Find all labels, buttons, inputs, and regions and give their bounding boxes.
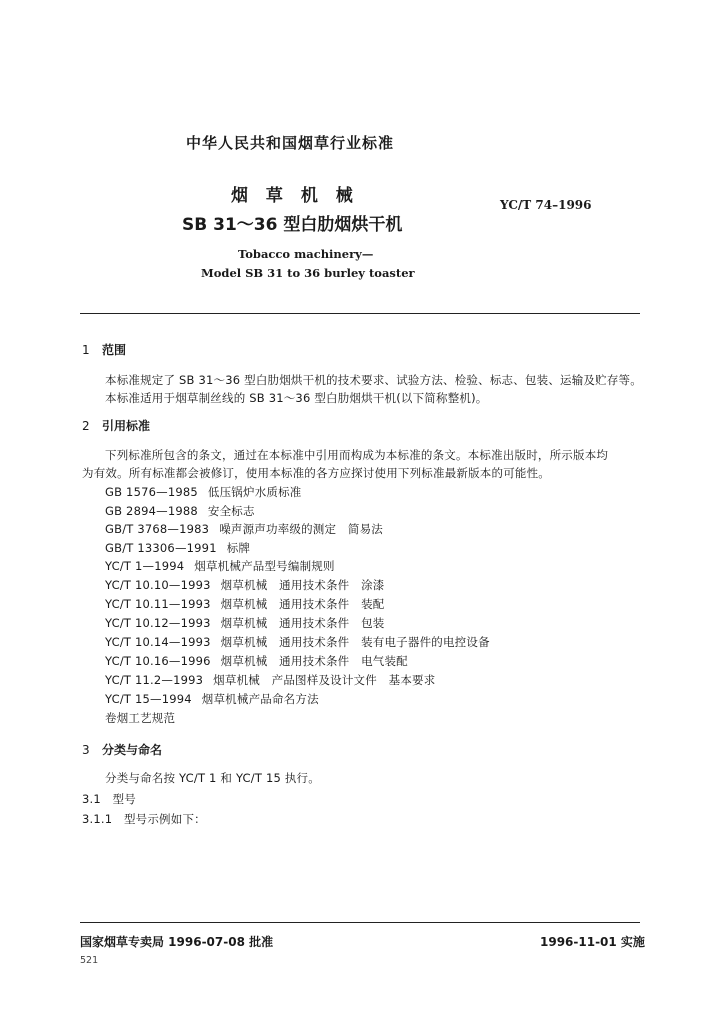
reference-code: YC/T 10.10—1993 — [105, 578, 211, 592]
subsection-3-1: 3.1 型号 — [82, 792, 136, 806]
reference-code: GB 1576—1985 — [105, 485, 198, 499]
section-title: 分类与命名 — [102, 743, 163, 757]
approval-line: 国家烟草专卖局 1996-07-08 批准 — [80, 935, 274, 949]
page-number: 521 — [80, 955, 99, 966]
reference-item — [105, 521, 383, 537]
section-title: 引用标准 — [102, 419, 151, 433]
reference-item — [105, 691, 319, 707]
section-3-heading — [82, 741, 162, 758]
reference-name: 烟草机械产品型号编制规则 — [194, 559, 335, 573]
section-1-paragraph-2: 本标准适用于烟草制丝线的 SB 31～36 型白肋烟烘干机(以下简称整机)。 — [105, 391, 488, 405]
reference-item — [105, 710, 175, 726]
reference-item — [105, 634, 490, 650]
english-title-line-1: Tobacco machinery— — [238, 247, 374, 261]
section-2-heading — [82, 417, 150, 434]
reference-name: 烟草机械 产品图样及设计文件 基本要求 — [213, 673, 436, 687]
section-3-paragraph: 分类与命名按 YC/T 1 和 YC/T 15 执行。 — [105, 771, 320, 785]
reference-code: YC/T 1—1994 — [105, 559, 185, 573]
reference-name: 安全标志 — [207, 504, 255, 518]
reference-item — [105, 653, 408, 669]
reference-name: 烟草机械 通用技术条件 包装 — [220, 616, 385, 630]
reference-code: YC/T 10.14—1993 — [105, 635, 211, 649]
reference-name: 烟草机械产品命名方法 — [201, 692, 319, 706]
reference-name: 噪声源声功率级的测定 简易法 — [219, 522, 384, 536]
reference-name: 烟草机械 通用技术条件 装有电子器件的电控设备 — [220, 635, 490, 649]
standard-code: YC/T 74–1996 — [500, 198, 592, 212]
reference-name: 标牌 — [226, 541, 251, 555]
title-line-2: SB 31～36 型白肋烟烘干机 — [182, 215, 403, 235]
reference-item — [105, 596, 384, 612]
reference-name: 烟草机械 通用技术条件 涂漆 — [220, 578, 385, 592]
english-title-line-2: Model SB 31 to 36 burley toaster — [201, 266, 415, 280]
reference-item — [105, 558, 335, 574]
reference-code: GB/T 3768—1983 — [105, 522, 210, 536]
reference-code: GB 2894—1988 — [105, 504, 198, 518]
reference-name: 卷烟工艺规范 — [105, 711, 176, 725]
section-number: 3 — [82, 743, 90, 757]
reference-code: YC/T 11.2—1993 — [105, 673, 204, 687]
reference-name: 低压锅炉水质标准 — [207, 485, 302, 499]
implementation-date: 1996-11-01 实施 — [540, 935, 645, 949]
reference-code: YC/T 10.11—1993 — [105, 597, 211, 611]
reference-item — [105, 577, 384, 593]
subsection-3-1-1: 3.1.1 型号示例如下： — [82, 812, 206, 826]
title-line-1: 烟 草 机 械 — [231, 186, 359, 206]
section-number: 1 — [82, 343, 90, 357]
section-1-paragraph-1: 本标准规定了 SB 31～36 型白肋烟烘干机的技术要求、试验方法、检验、标志、包装、运输及贮存等。 — [105, 373, 642, 387]
section-2-paragraph-line-1: 下列标准所包含的条文，通过在本标准中引用而构成为本标准的条文。本标准出版时，所示版本均 — [105, 448, 609, 462]
reference-item — [105, 503, 255, 519]
section-1-heading — [82, 341, 126, 358]
reference-code: YC/T 15—1994 — [105, 692, 192, 706]
reference-name: 烟草机械 通用技术条件 电气装配 — [220, 654, 408, 668]
reference-item — [105, 615, 384, 631]
reference-item — [105, 484, 302, 500]
issuing-org: 中华人民共和国烟草行业标准 — [186, 134, 395, 152]
section-number: 2 — [82, 419, 90, 433]
footer-divider — [80, 922, 640, 923]
reference-code: YC/T 10.12—1993 — [105, 616, 211, 630]
section-title: 范围 — [102, 343, 127, 357]
section-2-paragraph-line-2: 为有效。所有标准都会被修订，使用本标准的各方应探讨使用下列标准最新版本的可能性。 — [82, 466, 550, 480]
reference-item — [105, 672, 435, 688]
header-divider — [80, 313, 640, 314]
reference-code: GB/T 13306—1991 — [105, 541, 217, 555]
reference-name: 烟草机械 通用技术条件 装配 — [220, 597, 385, 611]
reference-item — [105, 540, 250, 556]
reference-code: YC/T 10.16—1996 — [105, 654, 211, 668]
